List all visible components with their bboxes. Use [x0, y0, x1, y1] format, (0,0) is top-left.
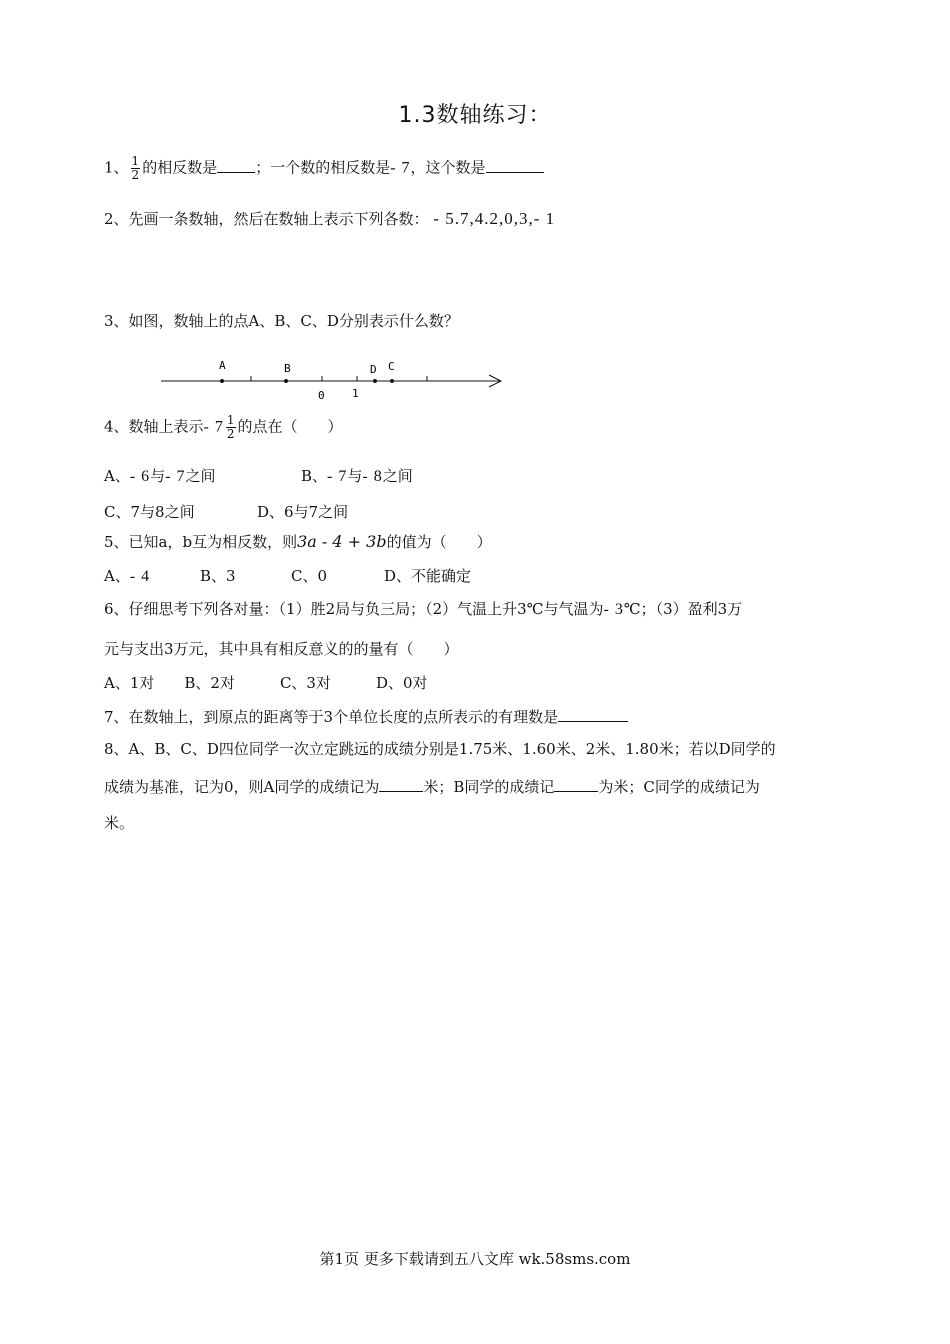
q1-text1: 的相反数是: [142, 158, 218, 177]
q5-expression: 3a - 4 + 3b: [297, 532, 387, 551]
q4-opt-a-prefix: A、: [104, 467, 130, 485]
q4-opt-b-v1: - 7: [327, 468, 348, 485]
q4-opt-b-mid: 与: [347, 467, 363, 485]
q2-text: 2、先画一条数轴，然后在数轴上表示下列各数：: [104, 210, 429, 228]
q4-option-d[interactable]: D、6与7之间: [257, 503, 349, 521]
q1-frac-den: 2: [131, 168, 140, 182]
q4-opt-a-v1: - 6: [129, 468, 151, 485]
q4-frac-den: 2: [226, 427, 235, 441]
q4-opt-b-v2: - 8: [362, 468, 383, 485]
q4-option-b[interactable]: [301, 465, 413, 486]
q4-option-a[interactable]: [104, 465, 216, 486]
q4-option-c[interactable]: C、7与8之间: [104, 503, 195, 521]
point-b: [284, 379, 288, 383]
question-1: [104, 155, 544, 182]
question-6-line-2: 元与支出3万元，其中具有相反意义的的量有（ ）: [104, 640, 459, 658]
q1-answer-blank-2[interactable]: [486, 158, 544, 173]
q1-value: - 7: [390, 159, 411, 177]
point-a: [220, 379, 224, 383]
q2-numbers: - 5.7,4.2,0,3,- 1: [433, 209, 556, 228]
question-8-line-3: 米。: [104, 814, 135, 832]
question-8-line-1: 8、A、B、C、D四位同学一次立定跳远的成绩分别是1.75米、1.60米、2米、1.80米；若以D同学的: [104, 740, 776, 758]
point-d: [373, 379, 377, 383]
page-title: 1.3数轴练习：: [398, 103, 552, 128]
q5-opt-a-prefix: A、: [104, 567, 130, 585]
label-a: A: [219, 359, 226, 372]
q8-line2c: 为米；C同学的成绩记为: [598, 778, 760, 796]
label-b: B: [284, 362, 291, 375]
page-footer: 第1页 更多下载请到五八文库 wk.58sms.com: [319, 1250, 631, 1268]
q5-opt-a-value: - 4: [129, 568, 151, 585]
q5-text2: 的值为（ ）: [386, 533, 492, 551]
q5-option-a[interactable]: [104, 565, 150, 586]
q5-text1: 5、已知a，b互为相反数，则: [104, 533, 298, 551]
q8-answer-blank-b[interactable]: [554, 777, 598, 792]
q6-line1b: ℃；（3）盈利3万: [623, 600, 743, 618]
q4-frac-num: 1: [226, 413, 235, 427]
q8-answer-blank-a[interactable]: [379, 777, 423, 792]
q1-text3: ，这个数是: [410, 158, 486, 177]
q7-answer-blank[interactable]: [558, 707, 628, 722]
q1-frac-num: 1: [131, 154, 140, 168]
q4-text1: 4、数轴上表示: [104, 417, 204, 436]
q4-opt-a-mid: 与: [150, 467, 166, 485]
q6-line1a: 6、仔细思考下列各对量：（1）胜2局与负三局；（2）气温上升3℃与气温为: [104, 600, 604, 618]
question-2: [104, 208, 555, 229]
label-c: C: [388, 360, 395, 373]
point-c: [390, 379, 394, 383]
q1-fraction: [131, 155, 141, 182]
question-7: [104, 706, 628, 727]
q1-prefix: 1、: [104, 158, 129, 177]
label-d: D: [370, 363, 377, 376]
q4-whole: - 7: [203, 418, 224, 436]
question-8-line-2: [104, 776, 760, 797]
number-line-figure: [155, 355, 515, 405]
q4-fraction: [226, 414, 236, 441]
label-one: 1: [352, 387, 359, 400]
question-4: [104, 414, 343, 441]
q4-opt-b-prefix: B、: [301, 467, 328, 485]
q5-option-b[interactable]: B、3: [200, 567, 236, 585]
q4-text2: 的点在（ ）: [237, 417, 343, 436]
q7-text: 7、在数轴上，到原点的距离等于3个单位长度的点所表示的有理数是: [104, 708, 559, 726]
question-6-line-1: [104, 598, 742, 619]
question-3: 3、如图，数轴上的点A、B、C、D分别表示什么数？: [104, 312, 459, 330]
q6-options[interactable]: A、1对 B、2对 C、3对 D、0对: [104, 674, 428, 692]
question-5: [104, 531, 492, 552]
q8-line2b: 米；B同学的成绩记: [423, 778, 555, 796]
q8-line2a: 成绩为基准，记为0，则A同学的成绩记为: [104, 778, 380, 796]
q5-option-d[interactable]: D、不能确定: [384, 567, 472, 585]
q4-opt-a-post: 之间: [185, 467, 216, 485]
q1-text2: ；一个数的相反数是: [255, 158, 391, 177]
q6-value: - 3: [603, 601, 624, 618]
q4-opt-a-v2: - 7: [165, 468, 186, 485]
q1-answer-blank-1[interactable]: [217, 158, 255, 173]
q5-option-c[interactable]: C、0: [291, 567, 328, 585]
label-zero: 0: [318, 389, 325, 402]
q4-opt-b-post: 之间: [382, 467, 413, 485]
